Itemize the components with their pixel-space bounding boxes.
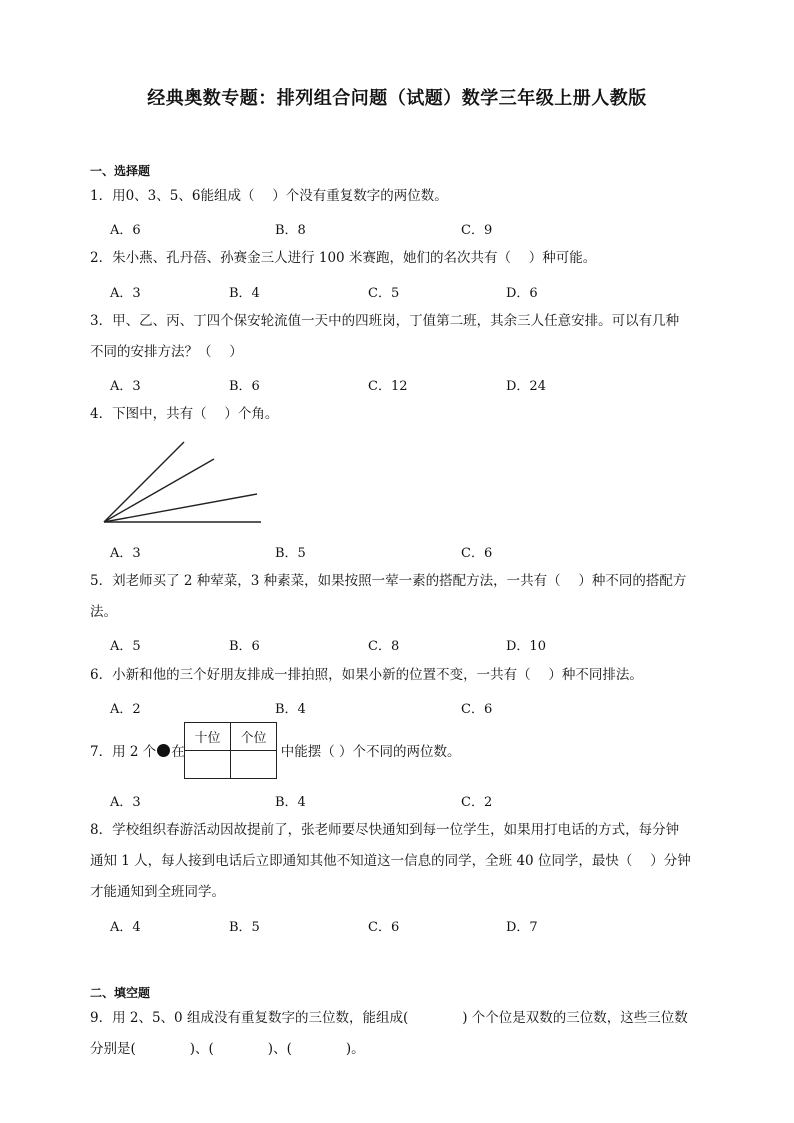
q2-option-c[interactable]: C．5 <box>368 286 400 301</box>
q7-option-c[interactable]: C．2 <box>461 795 493 810</box>
q8-option-c[interactable]: C．6 <box>368 920 400 935</box>
ones-header: 个位 <box>231 723 277 751</box>
question-3-line-2: 不同的安排方法？（ ） <box>90 344 243 360</box>
q2-option-b[interactable]: B．4 <box>229 286 260 301</box>
q7-mid: 在 <box>171 744 185 760</box>
question-8-line-3: 才能通知到全班同学。 <box>90 884 225 900</box>
question-3-line-1: 3．甲、乙、丙、丁四个保安轮流值一天中的四班岗，丁值第二班，其余三人任意安排。可以有几种 <box>90 313 680 329</box>
section-heading-choice: 一、选择题 <box>90 164 151 178</box>
ones-cell[interactable] <box>231 751 277 779</box>
question-8-line-1: 8．学校组织春游活动因故提前了，张老师要尽快通知到每一位学生，如果用打电话的方式，每分钟 <box>90 822 680 838</box>
q6-option-c[interactable]: C．6 <box>461 702 493 717</box>
question-2: 2．朱小燕、孔丹蓓、孙赛金三人进行 100 米赛跑，她们的名次共有（ ）种可能。 <box>90 250 597 266</box>
question-8-line-2: 通知 1 人，每人接到电话后立即通知其他不知道这一信息的同学，全班 40 位同学，最快（ ）分钟 <box>90 853 691 869</box>
q1-option-c[interactable]: C．9 <box>461 223 493 238</box>
section-heading-fill: 二、填空题 <box>90 986 151 1000</box>
q5-option-c[interactable]: C．8 <box>368 639 400 654</box>
q7-option-b[interactable]: B．4 <box>275 795 306 810</box>
q3-option-b[interactable]: B．6 <box>229 379 260 394</box>
q1-option-b[interactable]: B．8 <box>275 223 306 238</box>
tens-header: 十位 <box>185 723 231 751</box>
q1-option-a[interactable]: A．6 <box>110 223 141 238</box>
q3-option-c[interactable]: C．12 <box>368 379 408 394</box>
q8-option-d[interactable]: D．7 <box>506 920 538 935</box>
q4-option-a[interactable]: A．3 <box>110 546 141 561</box>
q2-option-a[interactable]: A．3 <box>110 286 141 301</box>
page-title: 经典奥数专题：排列组合问题（试题）数学三年级上册人教版 <box>147 88 647 109</box>
q3-option-a[interactable]: A．3 <box>110 379 141 394</box>
q8-option-b[interactable]: B．5 <box>229 920 260 935</box>
q4-option-c[interactable]: C．6 <box>461 546 493 561</box>
question-9-line-1: 9．用 2、5、0 组成没有重复数字的三位数，能组成( ) 个个位是双数的三位数，这些三位数 <box>90 1010 688 1026</box>
q3-option-d[interactable]: D．24 <box>506 379 546 394</box>
q7-option-a[interactable]: A．3 <box>110 795 141 810</box>
question-1: 1．用0、3、5、6能组成（ ）个没有重复数字的两位数。 <box>90 188 448 204</box>
place-value-table <box>184 722 277 779</box>
angle-figure <box>95 435 270 530</box>
q6-option-b[interactable]: B．4 <box>275 702 306 717</box>
q4-option-b[interactable]: B．5 <box>275 546 306 561</box>
black-circle-icon <box>157 744 170 757</box>
question-4: 4．下图中，共有（ ）个角。 <box>90 406 279 422</box>
q8-option-a[interactable]: A．4 <box>110 920 141 935</box>
q2-option-d[interactable]: D．6 <box>506 286 538 301</box>
q7-suffix: 中能摆（ ）个不同的两位数。 <box>280 744 461 760</box>
question-9-line-2: 分别是( )、( )、( )。 <box>90 1041 365 1057</box>
question-6: 6．小新和他的三个好朋友排成一排拍照，如果小新的位置不变，一共有（ ）种不同排法。 <box>90 667 643 683</box>
q7-prefix: 7．用 2 个 <box>90 744 157 760</box>
q5-option-d[interactable]: D．10 <box>506 639 546 654</box>
question-5-line-2: 法。 <box>90 604 117 620</box>
q5-option-a[interactable]: A．5 <box>110 639 141 654</box>
q5-option-b[interactable]: B．6 <box>229 639 260 654</box>
question-5-line-1: 5．刘老师买了 2 种荤菜，3 种素菜，如果按照一荤一素的搭配方法，一共有（ ）种不同的搭配方 <box>90 573 687 589</box>
q6-option-a[interactable]: A．2 <box>110 702 141 717</box>
tens-cell[interactable] <box>185 751 231 779</box>
